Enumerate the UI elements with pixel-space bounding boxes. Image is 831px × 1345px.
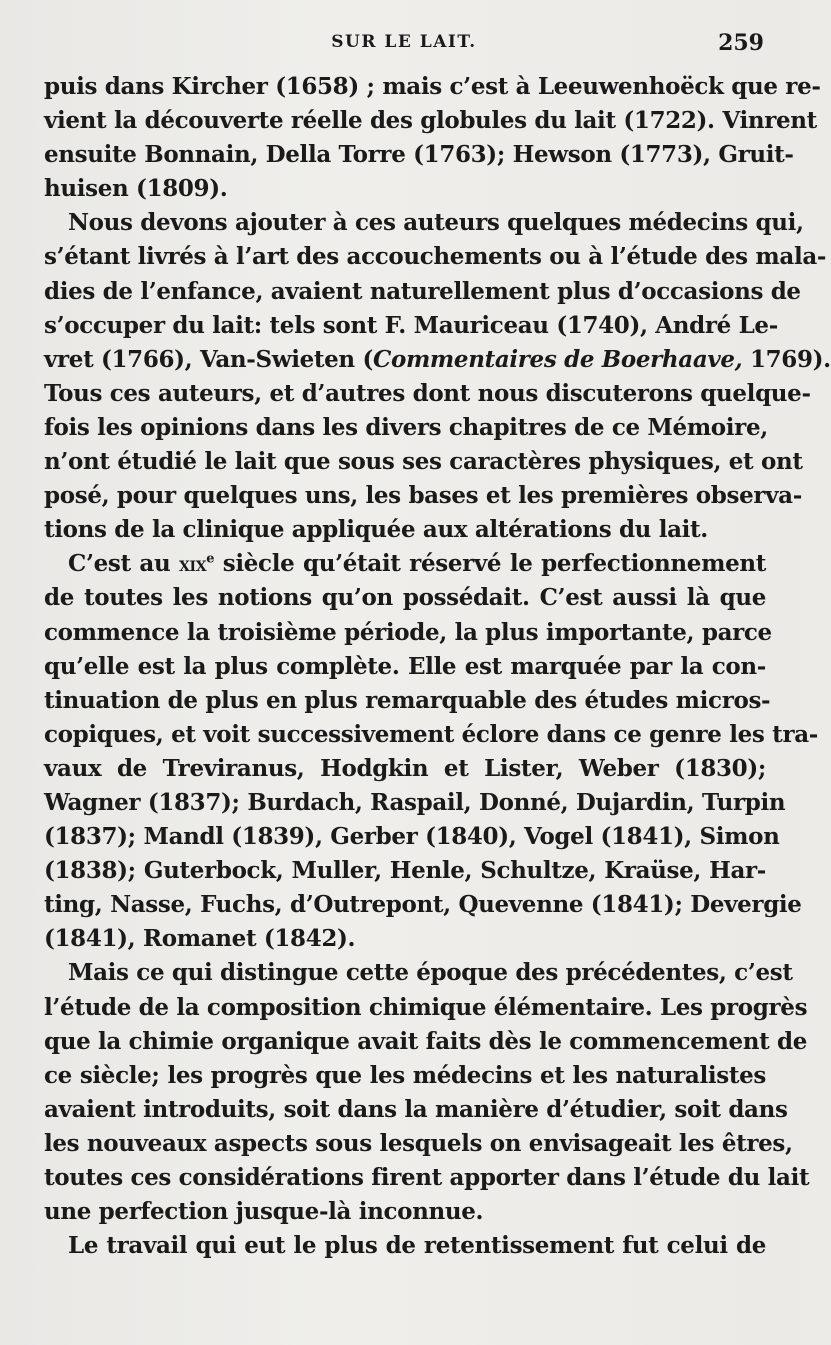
text-line: tions de la clinique appliquée aux altérations du lait. — [44, 516, 708, 544]
text-line: l’étude de la composition chimique élémentaire. Les progrès — [44, 993, 808, 1021]
text-line: que la chimie organique avait faits dès le commencement de — [44, 1027, 808, 1055]
text-line: huisen (1809). — [44, 175, 228, 203]
text-line: (1838); Guterbock, Muller, Henle, Schultze, Kraüse, Har- — [44, 857, 766, 885]
text-line: vient la découverte réelle des globules du lait (1722). Vinrent — [44, 107, 817, 135]
body-text — [44, 70, 831, 1263]
text-run: C’est au — [68, 550, 179, 578]
century-numeral: xix — [178, 552, 207, 577]
text-line — [44, 343, 831, 377]
text-line: une perfection jusque-là inconnue. — [44, 1198, 484, 1226]
superscript: e — [206, 551, 215, 567]
text-line: s’étant livrés à l’art des accouchements ou à l’étude des mala- — [44, 243, 827, 271]
text-line: (1841), Romanet (1842). — [44, 925, 356, 953]
text-line: avaient introduits, soit dans la manière d’étudier, soit dans — [44, 1095, 788, 1123]
text-line: fois les opinions dans les divers chapitres de ce Mémoire, — [44, 413, 768, 441]
text-line: ce siècle; les progrès que les médecins et les naturalistes — [44, 1061, 766, 1089]
running-head: SUR LE LAIT. — [331, 32, 477, 52]
text-line: tinuation de plus en plus remarquable des études micros- — [44, 686, 771, 714]
text-line: Mais ce qui distingue cette époque des précédentes, c’est — [68, 959, 793, 987]
text-line: n’ont étudié le lait que sous ses caractères physiques, et ont — [44, 448, 803, 476]
text-line: Wagner (1837); Burdach, Raspail, Donné, Dujardin, Turpin — [44, 788, 786, 816]
text-run: 1769). — [742, 345, 831, 373]
text-line: Tous ces auteurs, et d’autres dont nous discuterons quelque- — [44, 379, 811, 407]
page-header — [44, 30, 764, 64]
text-line: copiques, et voit successivement éclore dans ce genre les tra- — [44, 720, 818, 748]
text-line: ensuite Bonnain, Della Torre (1763); Hewson (1773), Gruit- — [44, 141, 794, 169]
text-line: les nouveaux aspects sous lesquels on envisageait les êtres, — [44, 1129, 793, 1157]
text-line: ting, Nasse, Fuchs, d’Outrepont, Quevenne (1841); Devergie — [44, 891, 802, 919]
text-line: s’occuper du lait: tels sont F. Mauriceau (1740), André Le- — [44, 311, 778, 339]
text-line: vaux de Treviranus, Hodgkin et Lister, Weber (1830); — [44, 754, 766, 782]
text-line: Nous devons ajouter à ces auteurs quelques médecins qui, — [68, 209, 804, 237]
text-line: de toutes les notions qu’on possédait. C’est aussi là que — [44, 584, 766, 612]
text-run: vret (1766), Van-Swieten ( — [44, 345, 373, 373]
text-line: (1837); Mandl (1839), Gerber (1840), Vogel (1841), Simon — [44, 823, 780, 851]
text-line — [44, 547, 766, 581]
text-line: dies de l’enfance, avaient naturellement plus d’occasions de — [44, 277, 801, 305]
text-line: commence la troisième période, la plus importante, parce — [44, 618, 772, 646]
text-line: Le travail qui eut le plus de retentissement fut celui de — [68, 1232, 766, 1260]
text-line: toutes ces considérations firent apporter dans l’étude du lait — [44, 1164, 810, 1191]
text-run: siècle qu’était réservé le perfectionnement — [214, 550, 766, 578]
text-line: qu’elle est la plus complète. Elle est marquée par la con- — [44, 652, 766, 680]
page-number: 259 — [718, 30, 764, 56]
italic-title: Commentaires de Boerhaave, — [373, 345, 743, 373]
text-line: posé, pour quelques uns, les bases et les premières observa- — [44, 482, 802, 510]
text-line: puis dans Kircher (1658) ; mais c’est à Leeuwenhoëck que re- — [44, 73, 821, 100]
